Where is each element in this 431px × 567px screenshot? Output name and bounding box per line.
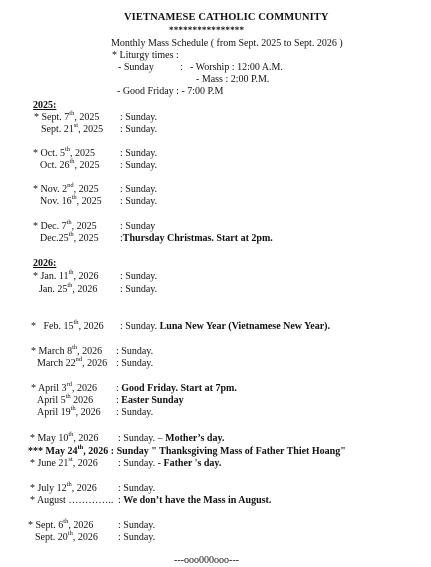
schedule-date: * June 21st, 2026: [30, 456, 98, 469]
schedule-title: Monthly Mass Schedule ( from Sept. 2025 to Sept. 2026 ): [111, 38, 343, 49]
liturgy-label: * Liturgy times :: [112, 50, 179, 61]
sunday-label: - Sunday: [118, 62, 154, 73]
schedule-date: Sept. 20th, 2026: [35, 530, 98, 543]
schedule-date: Oct. 26th, 2025: [40, 158, 100, 171]
year-heading-2026: 2026:: [33, 258, 57, 269]
schedule-date: March 22nd, 2026: [37, 356, 108, 369]
schedule-desc: : Sunday.: [120, 271, 158, 282]
schedule-desc: : We don’t have the Mass in August.: [118, 495, 272, 506]
schedule-desc: : Sunday. - Father 's day.: [118, 458, 222, 469]
footer-ornament: ---ooo000ooo---: [174, 555, 239, 566]
year-heading-2025: 2025:: [33, 100, 57, 111]
schedule-desc: :Thursday Christmas. Start at 2pm.: [120, 233, 273, 244]
schedule-date: * March 8th, 2026: [31, 344, 103, 357]
schedule-date: April 19th, 2026: [37, 405, 101, 418]
mass-time: - Mass : 2:00 P.M.: [196, 74, 270, 85]
sunday-colon: :: [180, 62, 183, 73]
schedule-desc: : Sunday.: [120, 124, 158, 135]
schedule-date: * Nov. 2nd, 2025: [33, 182, 99, 195]
schedule-desc: : Sunday.: [118, 483, 156, 494]
title-divider-stars: ****************: [169, 25, 245, 35]
schedule-desc: : Sunday.: [116, 346, 154, 357]
schedule-date: Sept. 21st, 2025: [41, 122, 104, 135]
good-friday-time: - Good Friday : - 7:00 P.M: [117, 86, 224, 97]
schedule-desc: : Sunday.: [116, 358, 154, 369]
schedule-date: * Feb. 15th, 2026: [31, 319, 104, 332]
schedule-date: * Sept. 6th, 2026: [28, 518, 94, 531]
schedule-desc: : Sunday.: [120, 284, 158, 295]
schedule-desc: : Sunday.: [120, 160, 158, 171]
schedule-date: * Oct. 5th, 2025: [33, 146, 96, 159]
schedule-date: * April 3rd, 2026: [31, 381, 97, 394]
schedule-desc: : Sunday.: [120, 148, 158, 159]
schedule-desc: : Sunday.: [120, 184, 158, 195]
schedule-date: April 5th 2026: [37, 393, 94, 406]
schedule-desc: : Sunday.: [120, 112, 158, 123]
schedule-desc: : Sunday: [120, 221, 156, 232]
schedule-date: * July 12th, 2026: [30, 481, 97, 494]
schedule-date: Jan. 25th, 2026: [39, 282, 98, 295]
worship-time: - Worship : 12:00 A.M.: [190, 62, 283, 73]
schedule-desc: : Good Friday. Start at 7pm.: [116, 383, 237, 394]
schedule-date: Nov. 16th, 2025: [40, 194, 102, 207]
schedule-desc: : Sunday.: [118, 532, 156, 543]
schedule-desc: : Sunday. – Mother’s day.: [118, 433, 225, 444]
schedule-date: * May 10th, 2026: [30, 431, 99, 444]
schedule-desc: : Sunday. Luna New Year (Vietnamese New Year).: [120, 321, 330, 332]
schedule-desc: : Easter Sunday: [116, 395, 184, 406]
thanksgiving-mass-line: *** May 24th, 2026 : Sunday " Thanksgiving Mass of Father Thiet Hoang": [28, 444, 346, 457]
schedule-desc: : Sunday.: [116, 407, 154, 418]
schedule-date: * Jan. 11th, 2026: [33, 269, 99, 282]
schedule-date: Dec.25th, 2025: [40, 231, 99, 244]
schedule-desc: : Sunday.: [118, 520, 156, 531]
schedule-date: * Dec. 7th, 2025: [33, 219, 97, 232]
schedule-desc: : Sunday.: [120, 196, 158, 207]
schedule-date: * Sept. 7th, 2025: [34, 110, 100, 123]
document-title: VIETNAMESE CATHOLIC COMMUNITY: [124, 12, 329, 23]
schedule-date: * August …………..: [30, 495, 114, 506]
